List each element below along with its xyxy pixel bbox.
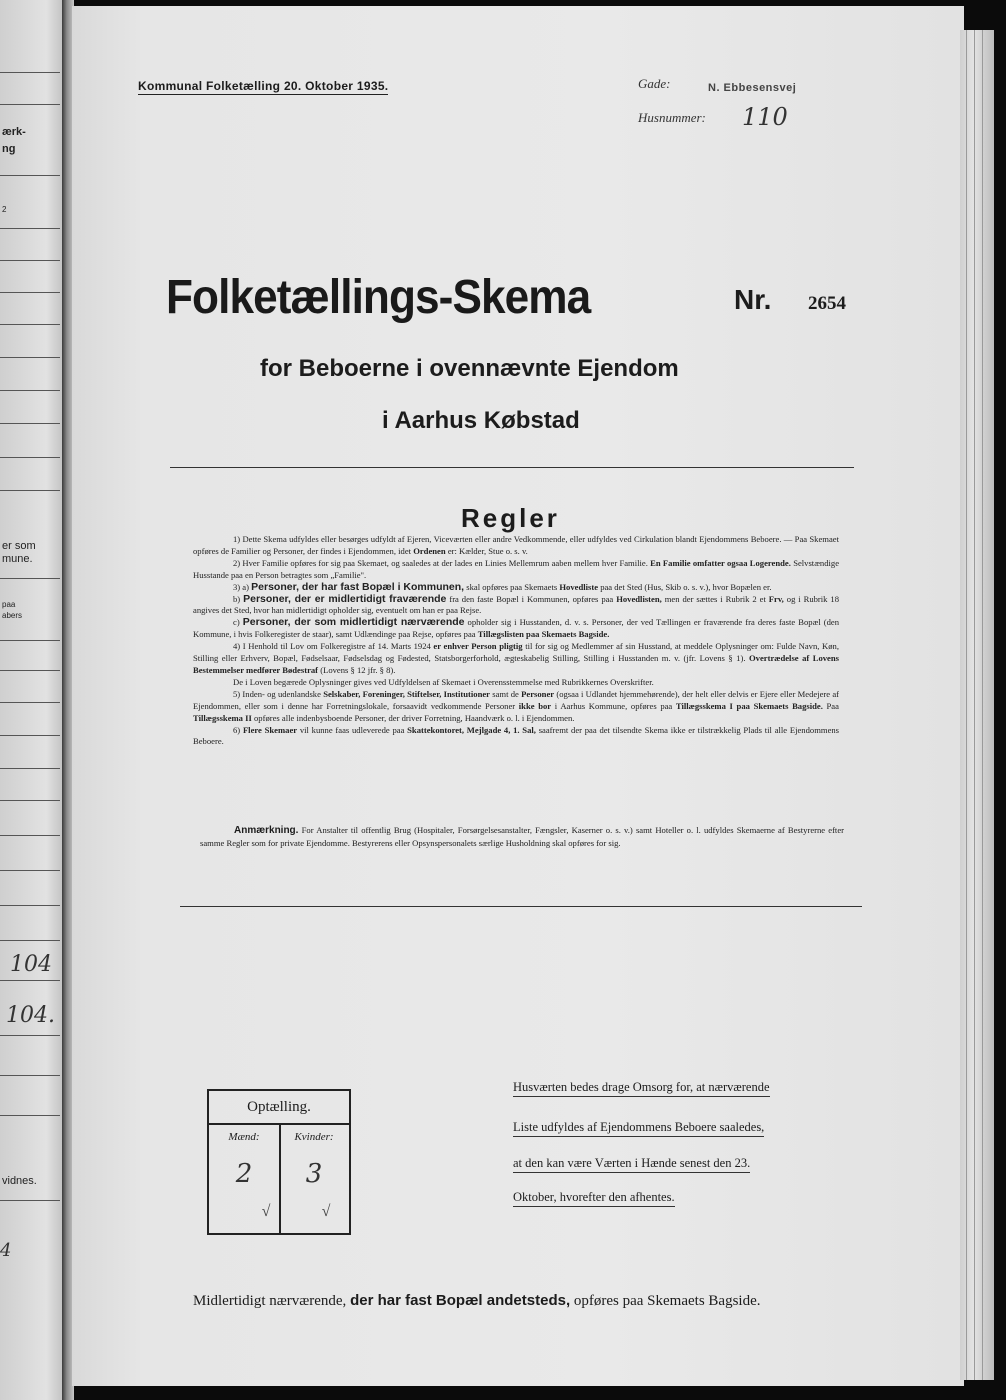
remark-label: Anmærkning.	[234, 825, 299, 836]
page-edge-line	[974, 30, 975, 1380]
footer-bold-text: der har fast Bopæl andetsteds,	[350, 1292, 571, 1309]
men-count: 2	[235, 1159, 253, 1189]
divider-line	[170, 467, 854, 468]
ruled-line	[0, 390, 60, 391]
tally-box	[207, 1089, 351, 1235]
notice-line: Husværten bedes drage Omsorg for, at nærværende	[513, 1080, 770, 1097]
ruled-line	[0, 940, 60, 941]
rule-3c: c) Personer, der som midlertidigt nærværende opholder sig i Husstanden, d. v. s. Personer, der ved Tællingen er fraværende fra deres faste Bopæl (den Kommune, i hvis Folkeregister de staar), samt Udlændinge paa Rejse, opføres paa Tillægslisten paa Skemaets Bagside.	[193, 616, 840, 640]
ruled-line	[0, 228, 60, 229]
handwritten-note: 104	[10, 952, 52, 977]
handwritten-note: 104.	[6, 1003, 55, 1028]
house-number-label: Husnummer:	[638, 110, 706, 125]
notice-line: at den kan være Værten i Hænde senest den 23.	[513, 1156, 750, 1173]
footer-note	[193, 1292, 761, 1310]
notice-line: Liste udfyldes af Ejendommens Beboere saaledes,	[513, 1120, 764, 1137]
check-mark-icon: √	[261, 1203, 271, 1220]
margin-fragment: paa	[2, 600, 16, 609]
ruled-line	[0, 104, 60, 105]
footer-text: opføres paa Skemaets Bagside.	[573, 1293, 761, 1309]
rules-heading: Regler	[461, 503, 560, 533]
footer-text: Midlertidigt nærværende,	[193, 1293, 347, 1309]
margin-fragment: abers	[2, 611, 23, 620]
ruled-line	[0, 1035, 60, 1036]
street-label: Gade:	[638, 76, 671, 91]
women-label: Kvinder:	[294, 1131, 334, 1143]
rule-4-note: De i Loven begærede Oplysninger gives ved Udfyldelsen af Skemaet i Overensstemmelse med Rubrikkernes Overskrifter.	[233, 676, 654, 687]
ruled-line	[0, 800, 60, 801]
ruled-line	[0, 702, 60, 703]
rule-5: 5) Inden- og udenlandske Selskaber, Foreninger, Stiftelser, Institutioner samt de Personer (ogsaa i Udlandet hjemmehørende), der helt eller delvis er Ejere eller Medejere af Ejendommen, eller som i denne har Forretningslokale, forsaavidt vedkommende Personer ikke bor i Aarhus Kommune, opføres paa Tillægsskema I paa Skemaets Bagside. Paa Tillægsskema II opføres alle indenbysboende Personer, der driver Forretning, Haandværk o. l. i Ejendommen.	[193, 688, 839, 723]
rule-2: 2) Hver Familie opføres for sig paa Skemaet, og saaledes at der lades en Linies Mellemrum aaben mellem hver Familie. En Familie omfatter ogsaa Logerende. Selvstændige Husstande paa en Person betragtes som „Familie".	[193, 557, 840, 580]
divider-line	[180, 906, 862, 907]
ruled-line	[0, 72, 60, 73]
rule-3b: b) Personer, der er midlertidigt fraværende fra den faste Bopæl i Kommunen, opføres paa Hovedlisten, men der sættes i Rubrik 2 et Frv, og i Rubrik 18 angives det Sted, hvor han midlertidigt opholder sig, eventuelt om han er paa Rejse.	[193, 592, 839, 616]
tally-title: Optælling.	[247, 1099, 311, 1115]
ruled-line	[0, 768, 60, 769]
page-edge-line	[982, 30, 983, 1380]
men-label: Mænd:	[228, 1131, 260, 1143]
ruled-line	[0, 260, 60, 261]
page-edge-line	[966, 30, 967, 1380]
ruled-line	[0, 324, 60, 325]
margin-fragment: ng	[2, 143, 16, 155]
ruled-line	[0, 457, 60, 458]
ruled-line	[0, 1200, 60, 1201]
margin-fragment: mune.	[2, 553, 33, 565]
rule-3a: 3) a) Personer, der har fast Bopæl i Kommunen, skal opføres paa Skemaets Hovedliste paa det Sted (Hus, Skib o. s. v.), hvor Bopælen er.	[233, 580, 772, 593]
ruled-line	[0, 357, 60, 358]
rule-6: 6) Flere Skemaer vil kunne faas udleverede paa Skattekontoret, Mejlgade 4, 1. Sal, saafremt der paa det tilsendte Skema ikke er tilstrækkelig Plads til alle Ejendommens Beboere.	[193, 724, 840, 747]
check-mark-icon: √	[321, 1203, 331, 1220]
margin-fragment: ærk-	[2, 126, 26, 138]
ruled-line	[0, 735, 60, 736]
street-value: N. Ebbesensvej	[708, 82, 797, 94]
ruled-line	[0, 578, 60, 579]
ruled-line	[0, 870, 60, 871]
ruled-line	[0, 1115, 60, 1116]
previous-page-edge	[0, 0, 66, 1400]
form-number-value: 2654	[808, 293, 846, 314]
ruled-line	[0, 423, 60, 424]
ruled-line	[0, 835, 60, 836]
ruled-line	[0, 292, 60, 293]
house-number-value: 110	[742, 103, 788, 131]
ruled-line	[0, 905, 60, 906]
census-header-line: Kommunal Folketælling 20. Oktober 1935.	[138, 79, 389, 93]
rule-4: 4) I Henhold til Lov om Folkeregistre af 14. Marts 1924 er enhver Person pligtig til for sig og Medlemmer af sin Husstand, at meddele Oplysninger om: Fulde Navn, Køn, Stilling eller Erhverv, Bopæl, Fødselsaar, Fødselsdag og Fødested, Statsborgerforhold, ægteskabelig Stilling, Stilling i Husstanden m. v. (jfr. Lovens § 1). Overtrædelse af Lovens Bestemmelser medfører Bødestraf (Lovens § 12 jfr. § 8).	[193, 641, 839, 675]
form-number-label: Nr.	[734, 284, 772, 315]
ruled-line	[0, 670, 60, 671]
margin-fragment: er som	[2, 540, 36, 552]
ruled-line	[0, 980, 60, 981]
ruled-line	[0, 640, 60, 641]
rules-text	[193, 534, 839, 748]
form-title: Folketællings-Skema	[166, 271, 591, 324]
women-count: 3	[305, 1159, 323, 1189]
form-subtitle-city: i Aarhus Købstad	[382, 407, 580, 434]
remark-text: For Anstalter til offentlig Brug (Hospitaler, Forsørgelsesanstalter, Fængsler, Kaserner o. s. v.) samt Hoteller o. l. udfyldes Skemaerne af Bestyrerne efter samme Regler som for private Ejendomme. Bestyrerens eller Opsynspersonalets særlige Husholdning skal opføres for sig.	[200, 825, 845, 848]
ruled-line	[0, 1075, 60, 1076]
margin-fragment: 2	[2, 205, 7, 214]
remark-section	[200, 824, 844, 850]
rule-1: 1) Dette Skema udfyldes eller besørges udfyldt af Ejeren, Viceværten eller andre Vedkommende, eller udfyldes ved Cirkulation blandt Ejendommens Beboere. — Paa Skemaet opføres de Familier og Personer, der findes i Ejendommen, idet Ordenen er: Kælder, Stue o. s. v.	[193, 534, 839, 556]
handwritten-note: 4	[0, 1240, 12, 1261]
ruled-line	[0, 490, 60, 491]
ruled-line	[0, 175, 60, 176]
notice-line: Oktober, hvorefter den afhentes.	[513, 1190, 675, 1207]
margin-fragment: vidnes.	[2, 1175, 37, 1187]
form-subtitle: for Beboerne i ovennævnte Ejendom	[260, 355, 679, 382]
stacked-page-edges	[960, 30, 994, 1380]
